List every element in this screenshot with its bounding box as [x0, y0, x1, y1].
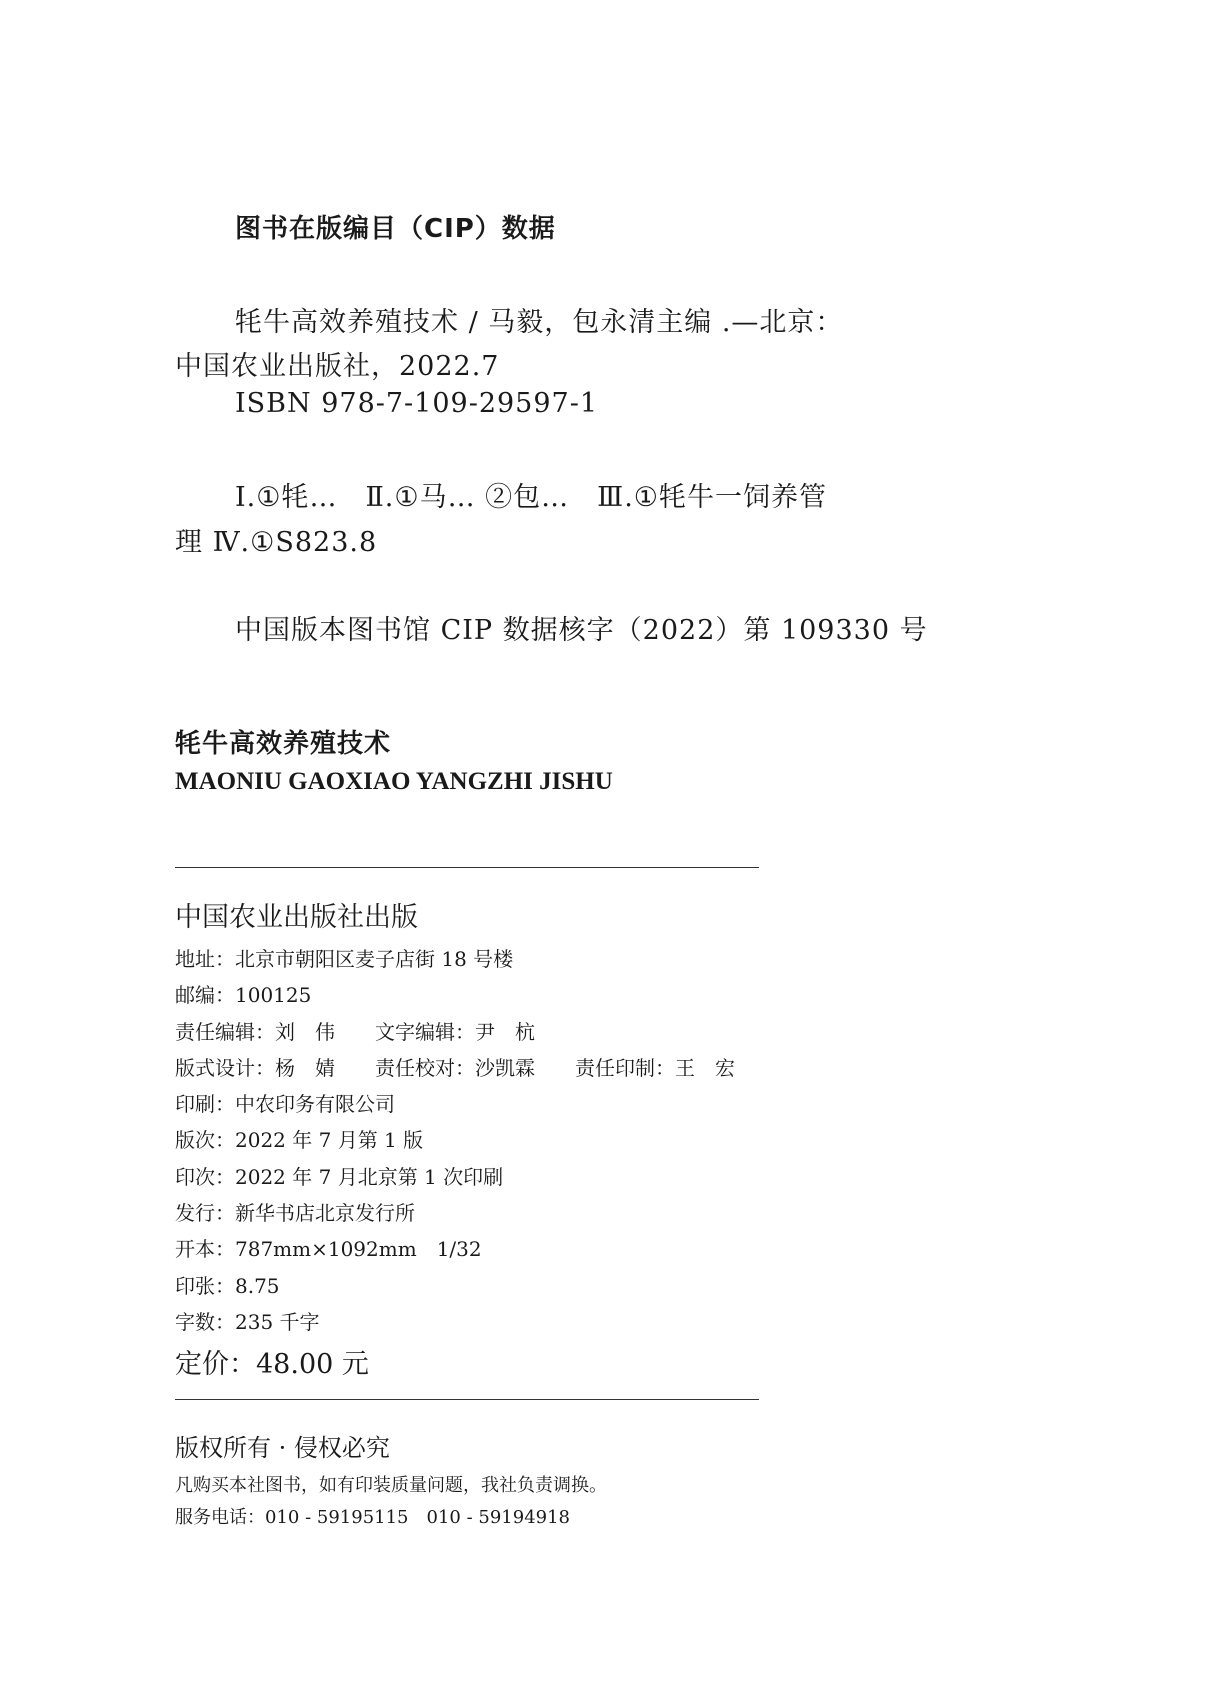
cip-isbn: ISBN 978-7-109-29597-1: [235, 388, 599, 419]
divider-top: [175, 867, 759, 868]
distributor-line: 发行：新华书店北京发行所: [175, 1201, 415, 1225]
cip-subject-line-1: Ⅰ.①牦… Ⅱ.①马… ②包… Ⅲ.①牦牛一饲养管: [235, 482, 827, 513]
price-line: 定价：48.00 元: [175, 1349, 369, 1380]
service-phone: 服务电话：010 - 59195115 010 - 59194918: [175, 1507, 570, 1528]
printing-line: 印次：2022 年 7 月北京第 1 次印刷: [175, 1165, 504, 1189]
design-line: 版式设计：杨 婧 责任校对：沙凯霖 责任印制：王 宏: [175, 1056, 735, 1080]
copyright-notice: 版权所有 · 侵权必究: [175, 1434, 390, 1462]
format-line: 开本：787mm×1092mm 1/32: [175, 1237, 482, 1261]
printer-line: 印刷：中农印务有限公司: [175, 1092, 395, 1116]
editors-line: 责任编辑：刘 伟 文字编辑：尹 杭: [175, 1020, 535, 1044]
postcode-line: 邮编：100125: [175, 983, 312, 1007]
sheets-line: 印张：8.75: [175, 1274, 280, 1298]
book-title-chinese: 牦牛高效养殖技术: [175, 729, 392, 759]
cip-bibliographic-line-1: 牦牛高效养殖技术 / 马毅，包永清主编 .—北京：: [235, 307, 844, 338]
divider-bottom: [175, 1399, 759, 1400]
publisher-line: 中国农业出版社出版: [175, 902, 418, 933]
cip-heading: 图书在版编目（CIP）数据: [235, 214, 556, 244]
cip-subject-line-2: 理 Ⅳ.①S823.8: [175, 527, 378, 558]
edition-line: 版次：2022 年 7 月第 1 版: [175, 1128, 424, 1152]
word-count-line: 字数：235 千字: [175, 1310, 320, 1334]
address-line: 地址：北京市朝阳区麦子店街 18 号楼: [175, 947, 514, 971]
cip-record-number: 中国版本图书馆 CIP 数据核字（2022）第 109330 号: [235, 615, 928, 646]
book-title-pinyin: MAONIU GAOXIAO YANGZHI JISHU: [175, 768, 613, 795]
exchange-notice: 凡购买本社图书，如有印装质量问题，我社负责调换。: [175, 1475, 607, 1496]
cip-bibliographic-line-2: 中国农业出版社，2022.7: [175, 351, 500, 382]
